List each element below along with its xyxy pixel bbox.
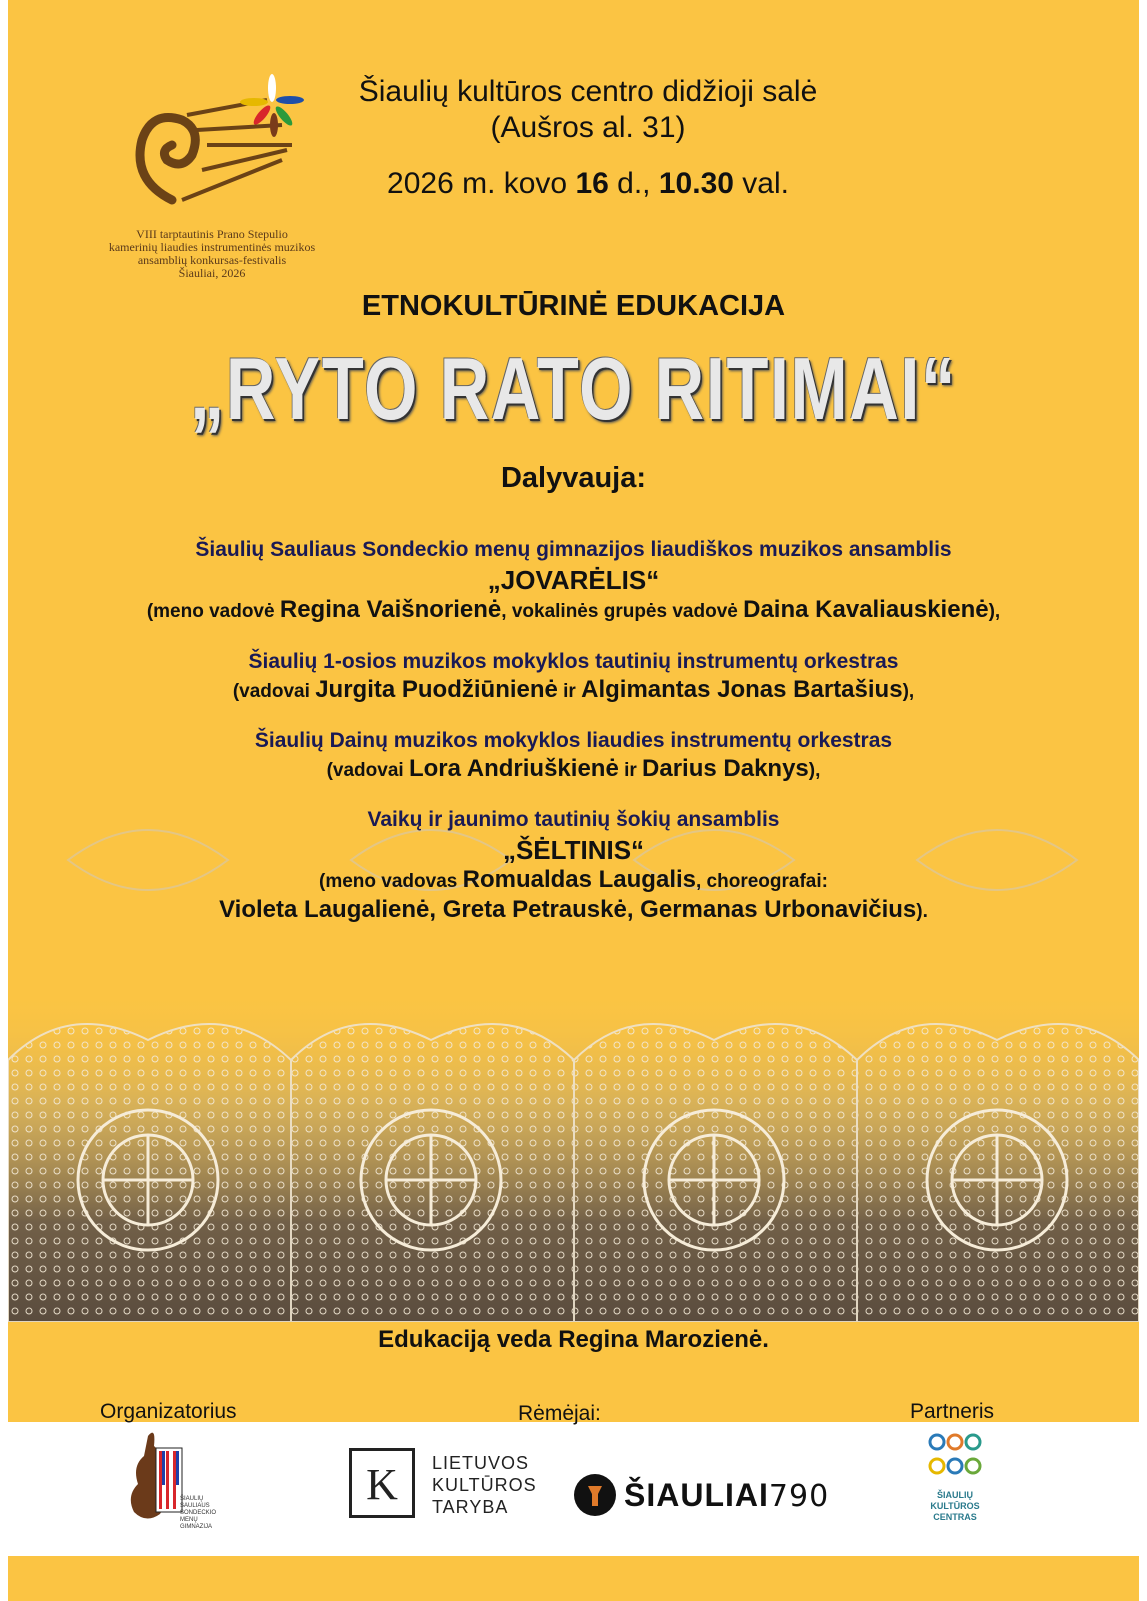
lkt-line-2: KULTŪROS xyxy=(432,1475,537,1495)
participant-seltinis xyxy=(8,806,1139,926)
participant-leaders xyxy=(8,866,1139,896)
leader-name: Algimantas Jonas Bartašius xyxy=(581,676,903,703)
festival-emblem-icon xyxy=(112,70,312,220)
participant-org: Šiaulių Dainų muzikos mokyklos liaudies instrumentų orkestras xyxy=(254,729,893,752)
kulturos-centras-logo-text xyxy=(920,1490,990,1523)
participant-org: Vaikų ir jaunimo tautinių šokių ansamblis xyxy=(367,808,780,831)
partner-label: Partneris xyxy=(910,1400,995,1423)
meta-text: ), xyxy=(902,681,915,702)
meta-text: (meno vadovas xyxy=(319,871,463,892)
participant-name: „JOVARĖLIS“ xyxy=(487,565,660,595)
meta-text: (vadovai xyxy=(232,681,316,702)
date-time: 10.30 xyxy=(658,167,734,200)
leader-name: Violeta Laugalienė, Greta Petrauskė, Germanas Urbonavičius xyxy=(219,896,917,923)
meta-text: (meno vadovė xyxy=(146,601,280,622)
siauliai-number: 790 xyxy=(768,1479,830,1514)
participant-name: „ŠĖLTINIS“ xyxy=(502,835,645,865)
participant-leaders xyxy=(8,596,1139,626)
leader-name: Lora Andriuškienė xyxy=(408,755,619,782)
sponsors-label: Rėmėjai: xyxy=(518,1402,601,1425)
meta-text: , vokalinės grupės vadovė xyxy=(501,601,744,622)
event-date xyxy=(288,166,888,202)
meta-text: ). xyxy=(916,901,928,922)
participants-heading: Dalyvauja: xyxy=(500,462,647,494)
venue xyxy=(288,74,888,146)
skc-line-3: CENTRAS xyxy=(933,1512,977,1522)
participant-1-osios-orchestra xyxy=(8,648,1139,706)
logo-line-4: Šiauliai, 2026 xyxy=(178,266,246,280)
meta-text: ), xyxy=(988,601,1001,622)
lkt-logo-box xyxy=(349,1448,415,1518)
participant-org: Šiaulių 1-osios muzikos mokyklos tautinių instrumentų orkestras xyxy=(248,650,899,673)
leader-name: Regina Vaišnorienė xyxy=(279,596,502,623)
kulturos-centras-logo-icon xyxy=(928,1432,982,1480)
meta-text: ), xyxy=(808,760,821,781)
lkt-logo-text xyxy=(432,1452,537,1518)
logo-line-1: VIII tarptautinis Prano Stepulio xyxy=(136,227,288,241)
meta-text: ir xyxy=(618,760,643,781)
lkt-line-1: LIETUVOS xyxy=(432,1453,530,1473)
leader-name: Darius Daknys xyxy=(642,755,809,782)
organizer-label: Organizatorius xyxy=(100,1400,237,1423)
participant-leaders xyxy=(8,676,1139,706)
participant-jovarelis xyxy=(8,536,1139,626)
participant-org: Šiaulių Sauliaus Sondeckio menų gimnazijos liaudiškos muzikos ansamblis xyxy=(195,538,952,561)
date-day: 16 xyxy=(575,167,609,200)
logo-line-2: kamerinių liaudies instrumentinės muzikos xyxy=(108,240,316,254)
poster xyxy=(8,0,1139,1422)
festival-logo-caption xyxy=(82,228,342,280)
participant-choreographers xyxy=(8,896,1139,926)
bottom-color-bar xyxy=(8,1556,1139,1601)
venue-address: (Aušros al. 31) xyxy=(490,111,686,144)
skc-line-1: ŠIAULIŲ xyxy=(937,1490,973,1500)
siauliai-790-logo xyxy=(624,1477,829,1514)
meta-text: ir xyxy=(557,681,582,702)
gymnasium-logo-icon xyxy=(126,1426,186,1526)
meta-text: (vadovai xyxy=(326,760,409,781)
gymnasium-logo-text: ŠIAULIŲ SAULIAUS SONDECKIO MENŲ GIMNAZIJA xyxy=(180,1496,217,1530)
lkt-letter: K xyxy=(366,1460,398,1509)
siauliai-emblem-icon xyxy=(574,1474,616,1516)
event-title: „RYTO RATO RITIMAI“ xyxy=(190,339,957,438)
skc-line-2: KULTŪROS xyxy=(930,1501,980,1511)
leader-name: Jurgita Puodžiūnienė xyxy=(315,676,558,703)
participant-leaders xyxy=(8,755,1139,785)
education-leader: Edukaciją veda Regina Marozienė. xyxy=(378,1326,769,1353)
date-mid: d., xyxy=(608,167,659,200)
participant-dainu-orchestra xyxy=(8,727,1139,785)
leader-name: Romualdas Laugalis xyxy=(462,866,696,893)
siauliai-word: ŠIAULIAI xyxy=(624,1477,769,1513)
leader-name: Daina Kavaliauskienė xyxy=(743,596,989,623)
meta-text: , choreografai: xyxy=(696,871,828,892)
lkt-line-3: TARYBA xyxy=(432,1497,509,1517)
date-pre: 2026 m. kovo xyxy=(387,167,576,200)
venue-name: Šiaulių kultūros centro didžioji salė xyxy=(358,75,818,108)
date-post: val. xyxy=(733,167,789,200)
event-subtitle: ETNOKULTŪRINĖ EDUKACIJA xyxy=(361,290,786,322)
logo-line-3: ansamblių konkursas-festivalis xyxy=(137,253,287,267)
